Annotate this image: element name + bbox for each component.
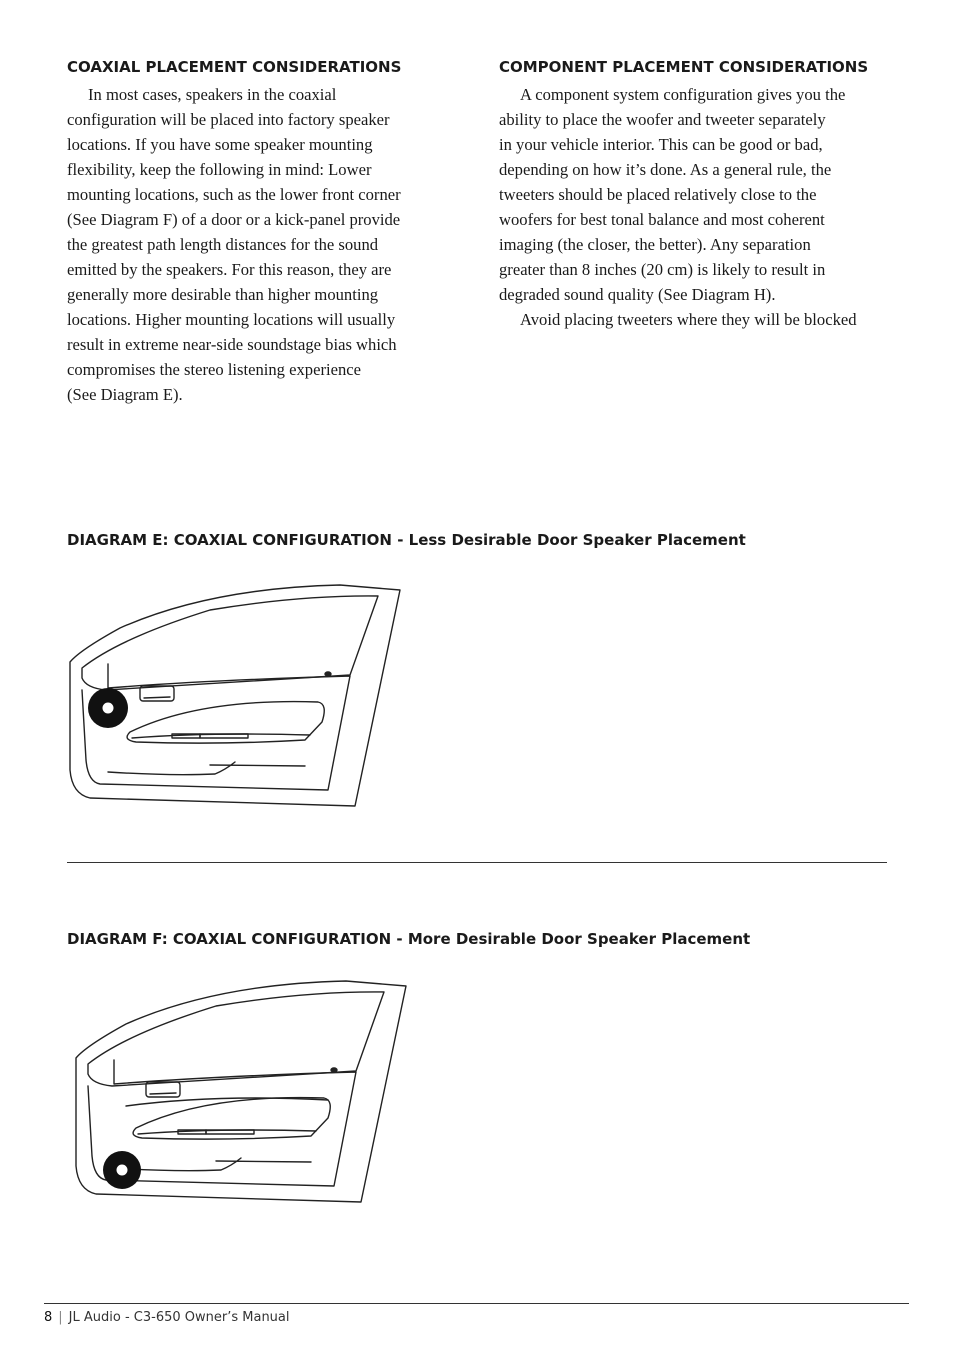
diagram-f-door-illustration [66,976,416,1212]
text-line: (See Diagram F) of a door or a kick-panel provide [67,210,401,229]
text-line: Avoid placing tweeters where they will be blocked [520,310,857,329]
text-line: degraded sound quality (See Diagram H). [499,285,776,304]
text-line: tweeters should be placed relatively close to the [499,185,817,204]
text-line: A component system configuration gives you the [520,85,846,104]
text-line: mounting locations, such as the lower front corner [67,185,401,204]
diagram-e-door-illustration [60,580,410,816]
text-line: configuration will be placed into factory speaker [67,110,390,129]
speaker-low-position [103,1151,141,1189]
text-line: generally more desirable than higher mounting [67,285,379,304]
component-placement-body [499,82,875,332]
text-line: emitted by the speakers. For this reason, they are [67,260,392,279]
text-line: in your vehicle interior. This can be good or bad, [499,135,823,154]
footer-separator: | [58,1310,63,1325]
text-line: greater than 8 inches (20 cm) is likely to result in [499,260,826,279]
coaxial-placement-section [67,56,443,407]
diagram-e-title: DIAGRAM E: COAXIAL CONFIGURATION - Less Desirable Door Speaker Placement [67,531,746,549]
text-line: flexibility, keep the following in mind: Lower [67,160,372,179]
page-footer [44,1310,290,1325]
text-line: (See Diagram E). [67,385,183,404]
page-number: 8 [44,1310,53,1325]
text-line: locations. If you have some speaker mounting [67,135,373,154]
speaker-high-position [88,688,128,728]
text-line: ability to place the woofer and tweeter separately [499,110,826,129]
component-placement-heading: COMPONENT PLACEMENT CONSIDERATIONS [499,58,869,76]
text-line: In most cases, speakers in the coaxial [88,85,337,104]
component-placement-section [499,56,875,332]
text-line: depending on how it’s done. As a general rule, the [499,160,832,179]
footer-divider [44,1303,909,1304]
text-line: woofers for best tonal balance and most coherent [499,210,825,229]
text-line: result in extreme near-side soundstage bias which [67,335,397,354]
footer-manual-title: JL Audio - C3-650 Owner’s Manual [68,1310,290,1325]
text-line: the greatest path length distances for the sound [67,235,379,254]
section-divider [67,862,887,863]
coaxial-placement-heading: COAXIAL PLACEMENT CONSIDERATIONS [67,58,402,76]
coaxial-placement-body [67,82,443,407]
diagram-f-title: DIAGRAM F: COAXIAL CONFIGURATION - More Desirable Door Speaker Placement [67,930,751,948]
text-line: compromises the stereo listening experience [67,360,361,379]
text-line: locations. Higher mounting locations will usually [67,310,396,329]
text-line: imaging (the closer, the better). Any separation [499,235,811,254]
